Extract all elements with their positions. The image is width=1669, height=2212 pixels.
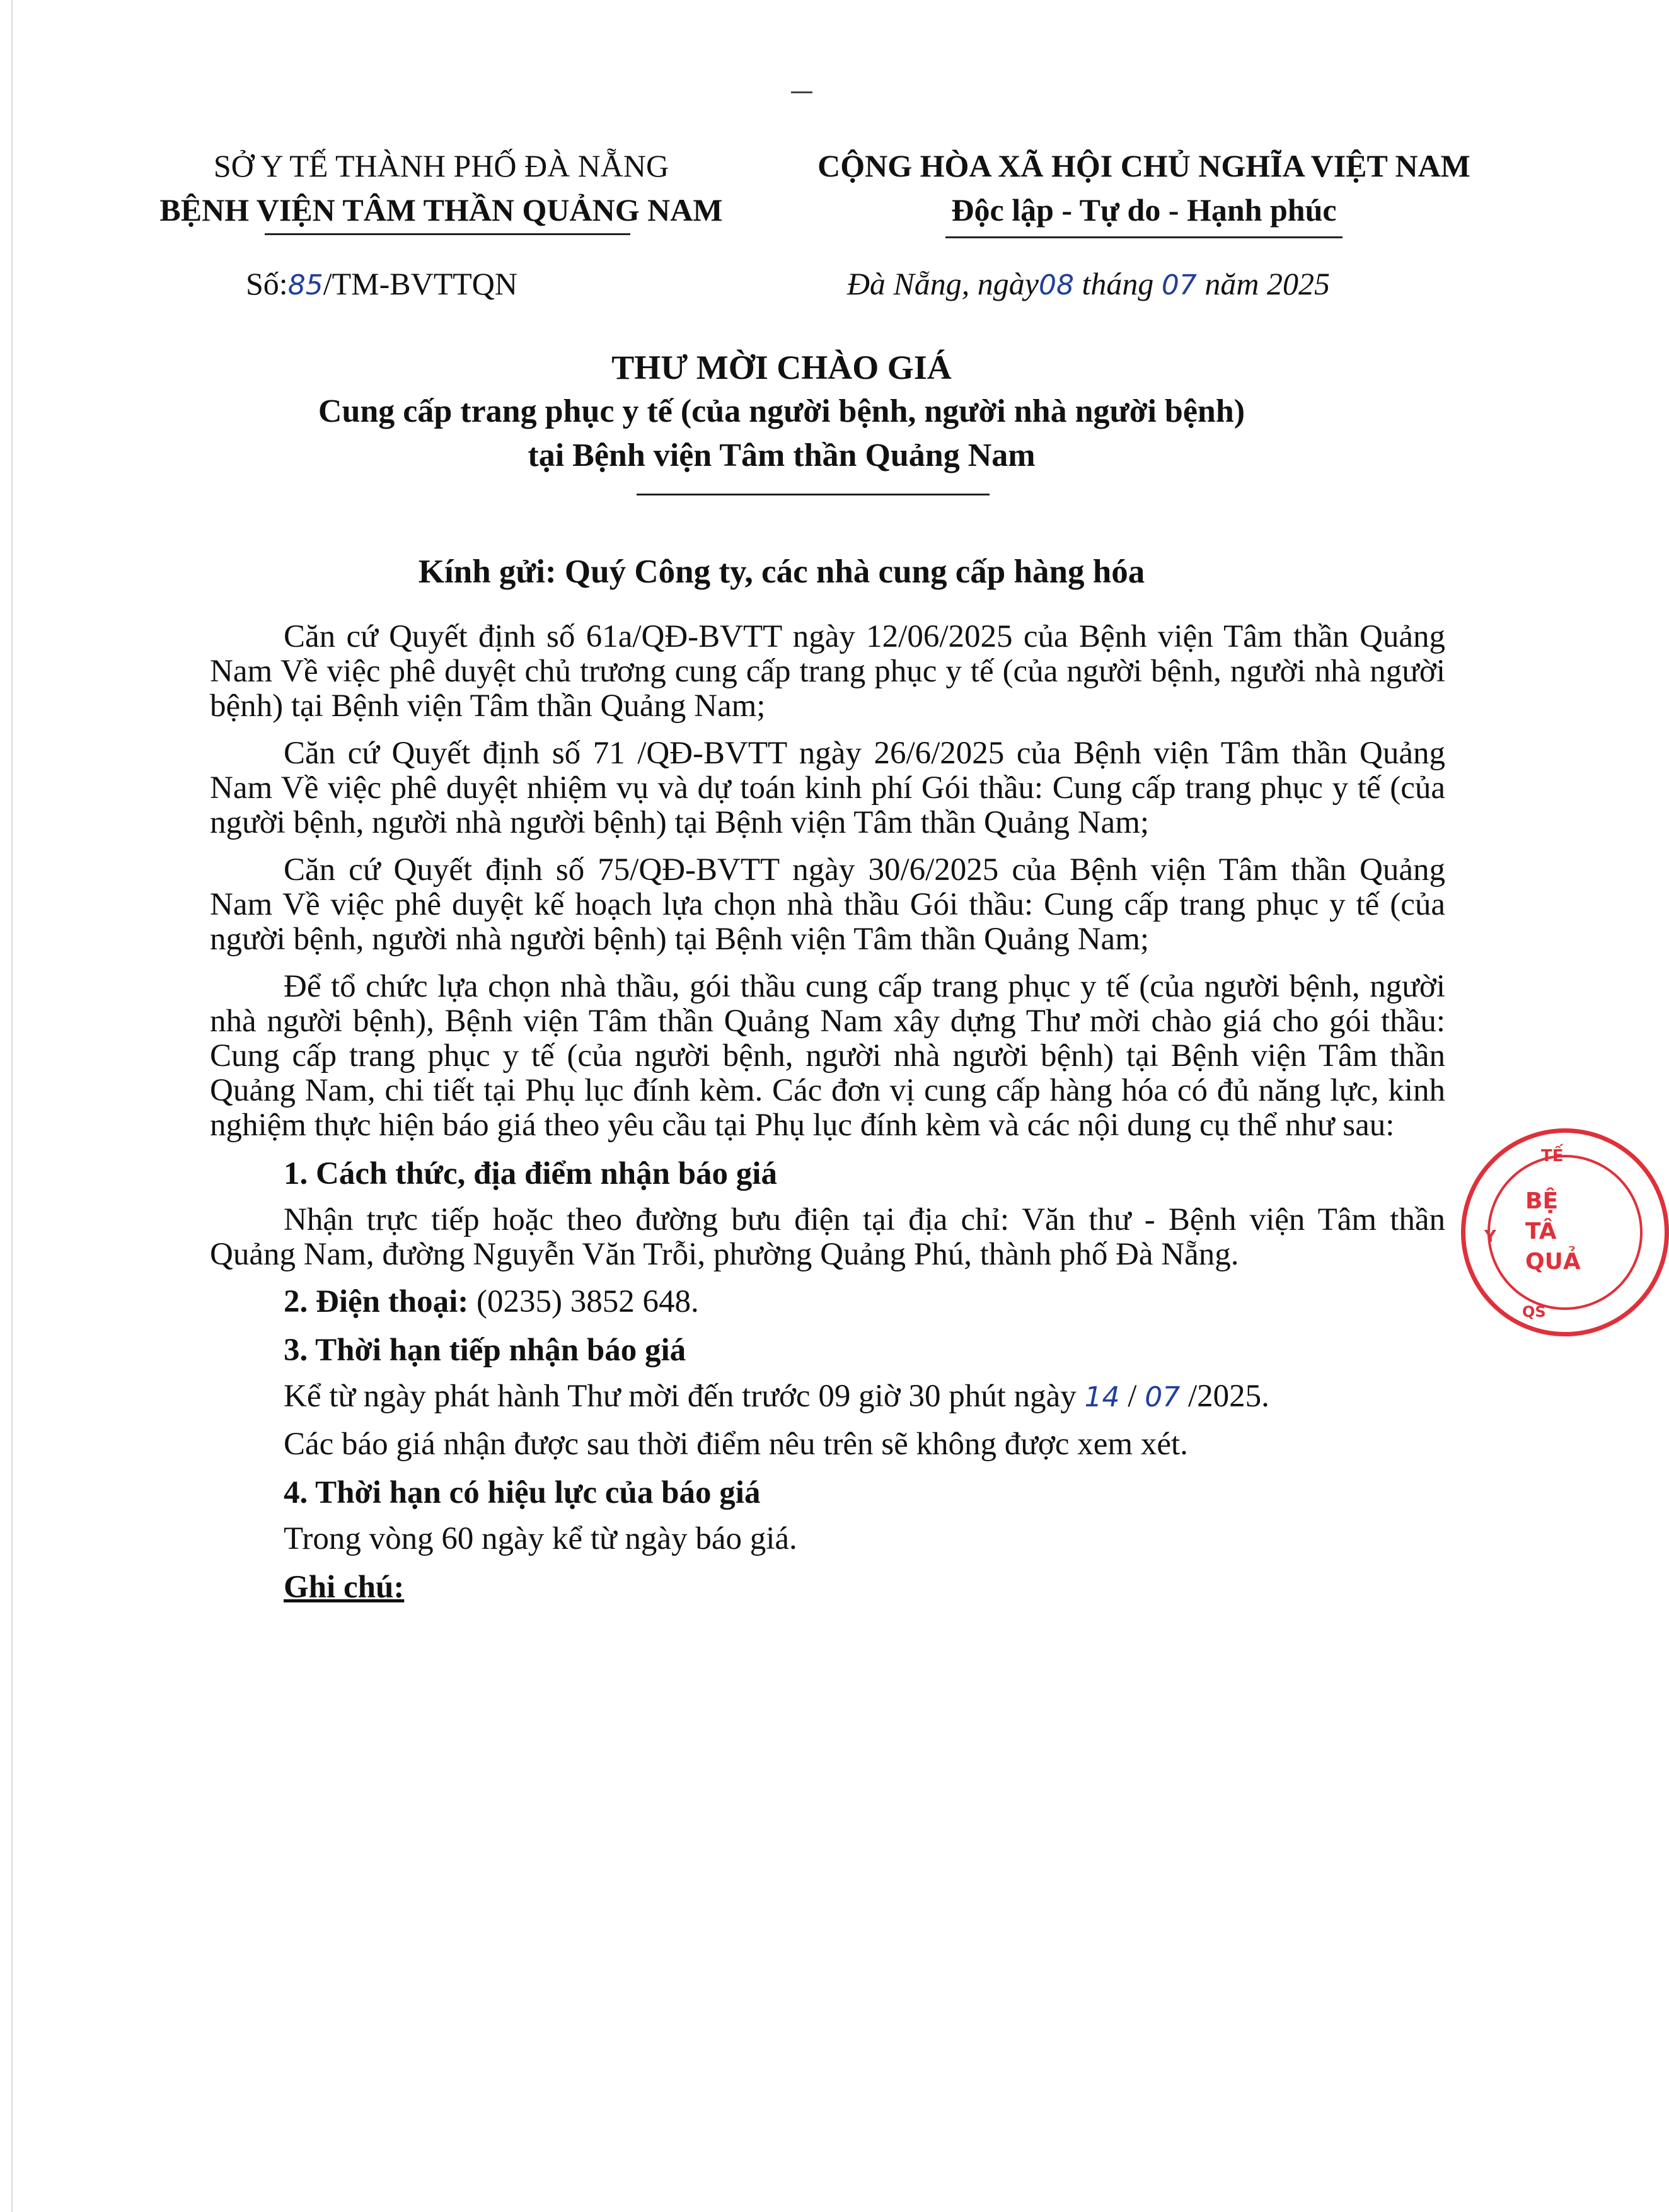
paragraph-4: Để tổ chức lựa chọn nhà thầu, gói thầu cung cấp trang phục y tế (của người bệnh, người nhà người bệnh), Bệnh viện Tâm thần Quảng Nam xây dựng Thư mời chào giá cho gói thầu: Cung cấp trang phục y tế (của người bệnh, người nhà người bệnh) tại Bệnh viện Tâm thần Quảng Nam, chi tiết tại Phụ lục đính kèm. Các đơn vị cung cấp hàng hóa có đủ năng lực, kinh nghiệm thực hiện báo giá theo yêu cầu tại Phụ lục đính kèm và các nội dung cụ thể như sau:: [210, 969, 1445, 1143]
handwritten-deadline-month: 07: [1145, 1381, 1181, 1413]
paragraph-1: Căn cứ Quyết định số 61a/QĐ-BVTT ngày 12/06/2025 của Bệnh viện Tâm thần Quảng Nam Về việc phê duyệt chủ trương cung cấp trang phục y tế (của người bệnh, người nhà người bệnh) tại Bệnh viện Tâm thần Quảng Nam;: [210, 619, 1445, 724]
title-rule: [637, 494, 990, 495]
document-body: [210, 620, 1445, 1605]
title-line-1: THƯ MỜI CHÀO GIÁ: [611, 349, 952, 386]
document-number: Số:85/TM-BVTTQN: [246, 266, 518, 301]
section-1-heading: 1. Cách thức, địa điểm nhận báo giá: [284, 1156, 777, 1191]
handwritten-number: 85: [287, 269, 323, 301]
stamp-arc-bottom: QS: [1522, 1303, 1546, 1321]
handwritten-deadline-day: 14: [1084, 1381, 1120, 1413]
country-name: CỘNG HÒA XÃ HỘI CHỦ NGHĨA VIỆT NAM: [817, 148, 1470, 183]
salutation: Kính gửi: Quý Công ty, các nhà cung cấp hàng hóa: [418, 553, 1145, 590]
section-1-text: Nhận trực tiếp hoặc theo đường bưu điện tại địa chỉ: Văn thư - Bệnh viện Tâm thần Quảng Nam, đường Nguyễn Văn Trỗi, phường Quảng Phú, thành phố Đà Nẵng.: [210, 1202, 1445, 1272]
paragraph-2: Căn cứ Quyết định số 71 /QĐ-BVTT ngày 26/6/2025 của Bệnh viện Tâm thần Quảng Nam Về việc phê duyệt nhiệm vụ và dự toán kinh phí Gói thầu: Cung cấp trang phục y tế (của người bệnh, người nhà người bệnh) tại Bệnh viện Tâm thần Quảng Nam;: [210, 736, 1445, 840]
stamp-text: BỆ TÂ QUẢ: [1525, 1188, 1581, 1275]
page-edge: [11, 0, 13, 2212]
section-3-heading: 3. Thời hạn tiếp nhận báo giá: [284, 1333, 686, 1368]
section-4-text: Trong vòng 60 ngày kể từ ngày báo giá.: [284, 1521, 797, 1556]
department-name: SỞ Y TẾ THÀNH PHỐ ĐÀ NẴNG: [213, 148, 669, 183]
section-2-phone: 2. Điện thoại: (0235) 3852 648.: [284, 1284, 699, 1319]
section-3-text-2: Các báo giá nhận được sau thời điểm nêu trên sẽ không được xem xét.: [284, 1427, 1188, 1462]
red-seal-stamp: [1461, 1128, 1669, 1336]
header-left: [126, 144, 756, 232]
title-line-2: Cung cấp trang phục y tế (của người bệnh, người nhà người bệnh): [318, 393, 1245, 429]
note-heading: Ghi chú:: [284, 1570, 405, 1605]
motto: Độc lập - Tự do - Hạnh phúc: [951, 192, 1337, 228]
stamp-arc-left: Y: [1484, 1227, 1496, 1246]
paragraph-3: Căn cứ Quyết định số 75/QĐ-BVTT ngày 30/6/2025 của Bệnh viện Tâm thần Quảng Nam Về việc phê duyệt kế hoạch lựa chọn nhà thầu Gói thầu: Cung cấp trang phục y tế (của người bệnh, người nhà người bệnh) tại Bệnh viện Tâm thần Quảng Nam;: [210, 852, 1445, 957]
header-right-rule: [945, 236, 1343, 238]
section-3-text: Kể từ ngày phát hành Thư mời đến trước 09 giờ 30 phút ngày 14 / 07 /2025.: [284, 1379, 1269, 1414]
header-right: [782, 144, 1506, 232]
stamp-arc-top: TẾ: [1541, 1147, 1564, 1166]
top-mark: [791, 91, 812, 93]
document-date: Đà Nẵng, ngày08 tháng 07 năm 2025: [846, 266, 1330, 301]
title-line-3: tại Bệnh viện Tâm thần Quảng Nam: [528, 437, 1036, 473]
handwritten-month: 07: [1161, 269, 1197, 301]
header-left-rule: [265, 233, 630, 235]
document-title: [189, 345, 1374, 478]
section-4-heading: 4. Thời hạn có hiệu lực của báo giá: [284, 1475, 761, 1510]
handwritten-day: 08: [1038, 269, 1074, 301]
hospital-name: BỆNH VIỆN TÂM THẦN QUẢNG NAM: [159, 192, 723, 228]
